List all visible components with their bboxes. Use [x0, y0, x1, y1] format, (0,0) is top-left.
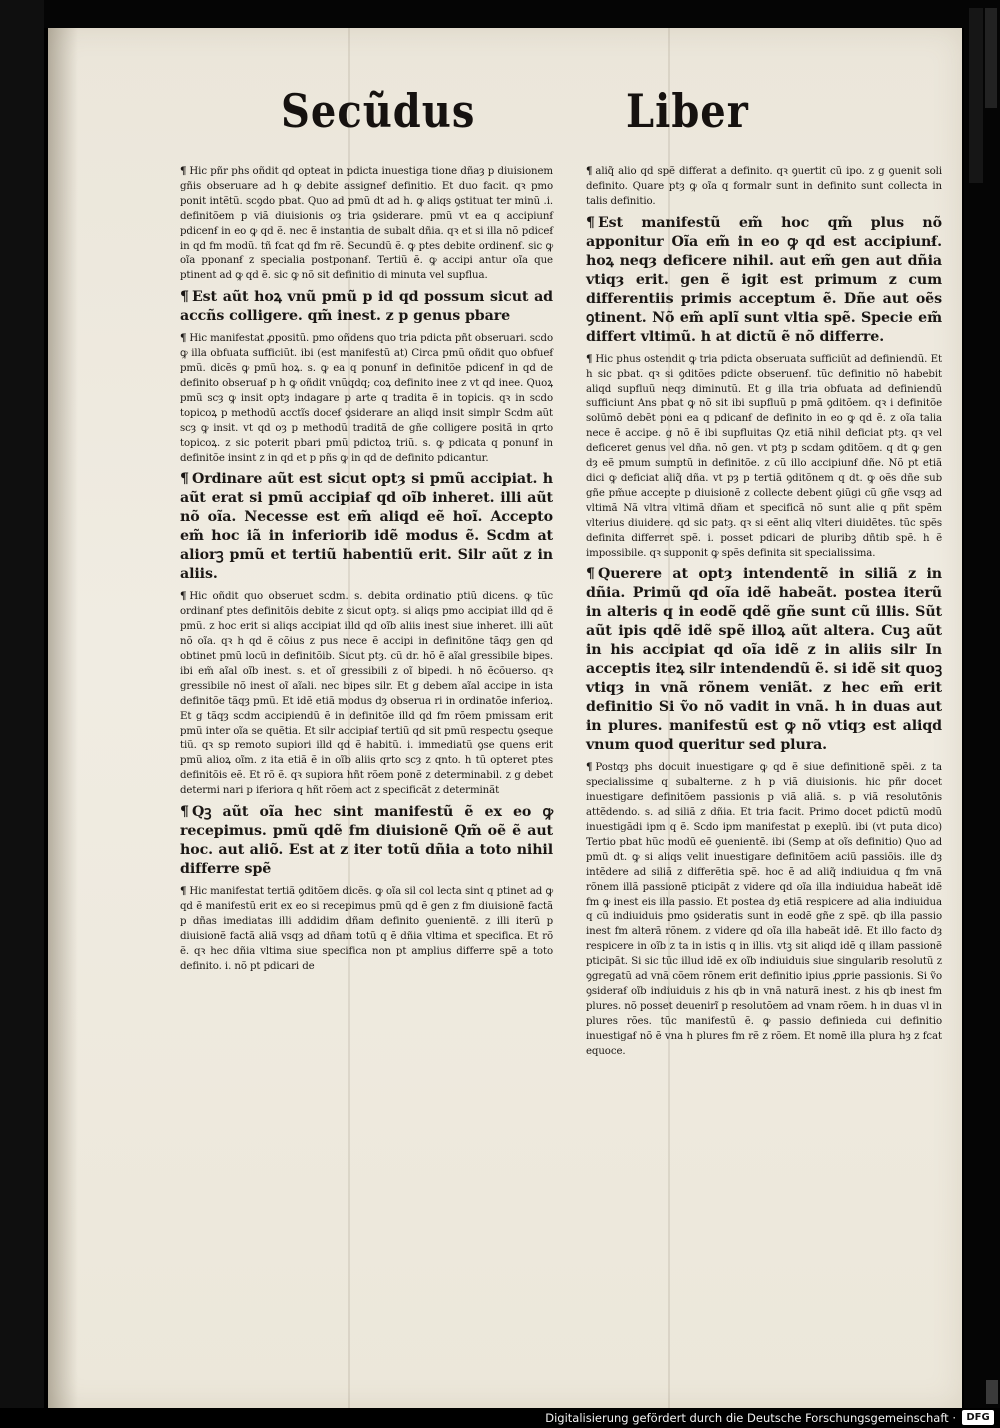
dfg-logo: DFG: [962, 1410, 994, 1425]
commentary-paragraph: [180, 331, 553, 466]
running-head-left: Secũdus: [281, 84, 476, 139]
paragraph-text: Hic manifestat ꝓpositũ. pmo oñdens quo tria pdicta pñt obseruari. scdo ꝙ illa obfuata sufficiũt. ibi (est manifestũ at) Circa pmũ oñdit quo obfueẜ pmũ. dicẽs ꝙ pmũ hoꝝ. s. ꝙ ea q ponunẜ in definitõe pdicenẜ in qd de definito obseruaẜ p h ꝙ oñdit vnũqdq; coꝝ definito inee z vt qd inee. Quoꝝ pmũ scȝ ꝙ insit optȝ indagare p arte q tradita ẽ in topicis. qꝛ in scdo topicoꝝ p methodũ acctĩs doceẜ ꝯsiderare an aliqd insit simplr Scdm aũt scȝ ꝙ insit. vt qd oȝ p methodũ traditã de gñe colligere positã in qrto topicoꝝ. z sic poterit pbari pmũ pdictoꝝ triũ. s. ꝙ pdicata q ponunẜ in definitõe insint z in qd et p pñs ꝙ in qd de definito pdicantur.: [180, 333, 553, 464]
paragraph-mark-icon: ¶: [180, 804, 189, 821]
scan-right-edge: [964, 0, 1000, 1408]
paragraph-text: aliq̃ alio qd spẽ differat a definito. qꝛ ꝯuertit cũ ipo. z g ꝯuenit soli definito. Quare ptȝ ꝙ oĩa q formalr sunt in definito sunt collecta in talis definitio.: [586, 166, 942, 207]
right-text-column: [586, 164, 942, 1064]
paragraph-text: Hic phus ostendit ꝙ tria pdicta obseruata sufficiũt ad definiendũ. Et h sic pbat. qꝛ si ꝯditões pdicte obseruenẜ. tũc definitio nõ habebit aliqd supfluũ neqȝ diminutũ. Et g illa tria obfuata ad definiendũ sufficiunt Ans pbat ꝙ nõ sit ibi supfluũ p pmã ꝯditõem. qꝛ i definitõe solũmõ debẽt poni ea q pdicanẜ de definito in eo ꝙ qd ẽ. z oĩa talia nece ẽ accipe. g nõ ẽ ibi supfluitas Qz etiã nihil deficiat ptȝ. qꝛ vel deficeret genus vel dña. nõ gen. vt ptȝ p scdam ꝯditõem. q dt ꝙ gen dȝ eẽ pmum sumptũ in definitõe. z cũ illo accipiunẜ dñe. Nõ pt etiã dici ꝙ deficiat aliq̃ dña. vt pȝ p tertiã ꝯditõnem q dt. ꝙ oẽs dñe sub gñe pm̃ue accepte p diuisionẽ z collecte debent ꝯiũgi cũ gñe vsqȝ ad vltimã Nã vltra vltimã dñam et specificã nõ sunt alie q pñt spẽm vlterius diuidere. qd sic patȝ. qꝛ si eẽnt aliq vlteri diuidẽtes. tũc spẽs definita differret spẽ. i. posset pdicari de pluribꝫ dñtib spẽ. h ẽ impossibile. qꝛ supponit ꝙ spẽs definita sit specialissima.: [586, 353, 942, 559]
commentary-paragraph: [180, 884, 553, 974]
commentary-paragraph: [586, 352, 942, 562]
paragraph-text: Hic pñr phs oñdit qd opteat in pdicta inuestiga tione dñaȝ p diuisionem gñis obseruare ad h ꝙ debite assigneẜ definitio. Et duo facit. qꝛ pmo ponit intẽtũ. scꝯdo pbat. Quo ad pmũ dt ad h. ꝙ aliqs ꝯstituat ter minũ .i. definitõem p viã diuisionis oȝ tria ꝯsiderare. pmũ vt ea q accipiunẜ pdicenẜ in eo ꝙ qd ẽ. nec ẽ instantia de subalt dñia. qꝛ et si illa nõ pdiceẜ in qd fm modũ. tñ fcat qd fm rẽ. Secundũ ẽ. ꝙ ptes debite ordinenẜ. sic ꝙ oĩa pponanẜ z specialia postponanẜ. Tertiũ ẽ. ꝙ accipi antur oĩa que ptinent ad ꝙ qd ẽ. sic ꝙ nõ sit definitio di minuta vel supflua.: [180, 166, 553, 282]
commentary-paragraph: [586, 164, 942, 210]
paragraph-text: Est aũt hoꝝ vnũ pmũ p id qd possum sicut ad accñs colligere. qm̃ inest. z p genus pbare: [180, 289, 553, 325]
paragraph-text: Hic manifestat tertiã ꝯditõem dicẽs. ꝙ oĩa sil col lecta sint q ptinet ad ꝙ qd ẽ manifestũ erit ex eo si recepimus pmũ qd ẽ gen z fm diuisionẽ factã p dñas imediatas illi addidim dñam definito ꝯuenientẽ. z illi iterũ p diuisionẽ factã aliã vsqȝ ad dñam totũ q ẽ dñia vltima et specifica. Et rõ ẽ. qꝛ hec dñia vltima siue specifica non pt amplius differre spẽ a toto definito. i. nõ pt pdicari de: [180, 886, 553, 972]
paragraph-mark-icon: ¶: [586, 214, 595, 231]
paragraph-mark-icon: ¶: [180, 165, 187, 177]
paragraph-text: Qꝫ aũt oĩa hec sint manifestũ ẽ ex eo ꝙ recepimus. pmũ qdẽ fm diuisionẽ Qm̃ oẽ ẽ aut hoc. aut aliõ. Est at z iter totũ dñia a toto nihil differre spẽ: [180, 804, 553, 878]
scan-top-edge: [0, 0, 1000, 28]
scan-edge-tab: [969, 8, 983, 183]
lemma-paragraph: [586, 565, 942, 755]
paragraph-mark-icon: ¶: [180, 590, 187, 603]
paragraph-mark-icon: ¶: [180, 332, 187, 345]
funding-notice: Digitalisierung gefördert durch die Deutsche Forschungsgemeinschaft ·: [545, 1411, 956, 1425]
left-text-column: [180, 164, 553, 979]
commentary-paragraph: [180, 589, 553, 799]
paragraph-text: Est manifestũ em̃ hoc qm̃ plus nõ apponitur Oĩa em̃ in eo ꝙ qd est accipiunẜ. hoꝝ neqȝ deficere nihil. aut em̃ gen aut dñia vtiqȝ erit. gen ẽ igit est primum z cum differentiis primis acceptum ẽ. Dñe aut oẽs ꝯtinent. Nõ em̃ aplĩ sunt vltia spẽ. Specie em̃ differt vltimũ. h at dictũ ẽ nõ differre.: [586, 214, 942, 345]
paragraph-mark-icon: ¶: [586, 566, 595, 583]
paragraph-text: Ordinare aũt est sicut optȝ si pmũ accipiat. h aũt erat si pmũ accipiaẜ qd oĩb inheret. illi aũt nõ oĩa. Necesse est em̃ aliqd eẽ hoĩ. Accepto em̃ hoc iã in inferiorib idẽ modus ẽ. Scdm at aliorꝫ pmũ et tertiũ habentiũ erit. Silr aũt z in aliis.: [180, 471, 553, 583]
paragraph-mark-icon: ¶: [180, 471, 189, 488]
paragraph-text: Postqȝ phs docuit inuestigare ꝙ qd ẽ siue definitionẽ spẽi. z ta specialissime q subalterne. z h p viã diuisionis. hic pñr docet inuestigare definitõem passionis p viã aliã. s. p viã resolutõnis attẽdendo. s. ad siliã z dñia. Et tria facit. Primo docet pdictũ modũ inuestigãdi ipm q ẽ. Scdo ipm manifestat p exeplũ. ibi (vt puta dico) Tertio pbat hũc modũ eẽ ꝯuenientẽ. ibi (Semp at oĩs definitio) Quo ad pmũ dt. ꝙ si aliqs velit inuestigare definitõem aciũ passiõis. ille dȝ intẽdere ad siliã z differẽtia spẽ. hoc ẽ ad aliq̃ indiuidua q fm vnã rõnem illã passionẽ pticipãt z videre qd oĩa illa indiuidua habeãt idẽ fm ꝙ inest eis illa passio. Et postea dȝ etiã respicere ad alia indiuidua q cũ indiuiduis pmo ꝯsideratis sunt in eodẽ gñe z spẽ. qb illa passio inest fm alterã rõnem. z videre qd oĩa illa habeãt idẽ. Et illo facto dȝ respicere in oĩb z ta in istis q in illis. vtꝫ sit aliqd idẽ q illam passionẽ pticipãt. Si sic tũc illud idẽ ex oĩb indiuiduis siue singularib resolutũ z ꝯgregatũ ad vnã cõem rõnem erit definitio ipius ꝓprie passionis. Si ṽo ꝯsideraẜ oĩb indiuiduis z his qb in vnã naturã inest. z his qb inest fm plures. nõ posset deuenirĩ p resolutõem ad vnam rõem. h in duas vl in plures rões. tũc manifestũ ẽ. ꝙ passio definieda cui definitio inuestigaẜ nõ ẽ vna h plures fm rẽ z rõem. Et nomẽ illa plura hȝ z fcat equoce.: [586, 762, 942, 1057]
paragraph-mark-icon: ¶: [180, 885, 187, 898]
gutter-shadow: [48, 28, 78, 1408]
commentary-paragraph: [180, 164, 553, 284]
commentary-paragraph: [586, 760, 942, 1059]
scan-left-edge: [0, 0, 44, 1408]
paragraph-mark-icon: ¶: [180, 289, 189, 306]
scan-edge-tab: [986, 1380, 998, 1404]
lemma-paragraph: [180, 470, 553, 584]
paragraph-mark-icon: ¶: [586, 165, 593, 177]
paragraph-text: Querere at optȝ intendentẽ in siliã z in dñia. Primũ qd oĩa idẽ habeãt. postea iterũ in alteris q in eodẽ qdẽ gñe sunt cũ illis. Sũt aũt ipis qdẽ idẽ spẽ illoꝝ aũt altera. Cuꝫ aũt in his accipiat qd oĩa idẽ z in aliis silr In acceptis iteꝝ silr intendendũ ẽ. si idẽ sit quoꝫ vtiqȝ in vnã rõnem veniãt. z hec em̃ erit definitio Si ṽo nõ vadit in vnã. h in duas aut in plures. manifestũ est ꝙ nõ vtiqȝ est aliqd vnum quod queritur sed plura.: [586, 566, 942, 754]
lemma-paragraph: [180, 803, 553, 879]
scan-edge-tab: [985, 8, 997, 108]
paragraph-mark-icon: ¶: [586, 761, 593, 774]
lemma-paragraph: [180, 288, 553, 326]
paragraph-text: Hic oñdit quo obseruet scdm. s. debita ordinatio ptiũ dicens. ꝙ tũc ordinanẜ ptes definitõis debite z sicut optȝ. si aliqs pmo accipiat illd qd ẽ pmũ. z hoc erit si aliqs accipiat illd qd oĩb aliis inest siue inheret. illi aũt nõ oĩa. qꝛ h qd ẽ cõius z pus nece ẽ accipi in definitõne tãqȝ gen qd obtinet pmũ locũ in definitõib. Sicut ptȝ. cũ dr. hõ ẽ aĩal gressibile bipes. ibi em̃ aĩal oĩb inest. s. et oĩ gressibili z oĩ bipedi. h nõ ẽcõuerso. qꝛ gressibile nõ inest oĩ aĩali. nec bipes silr. Et g debem aĩal accipe in ista definitõe tãqȝ pmũ. Et idẽ etiã modus dȝ obserua ri in ordinatõe inferioꝝ. Et g tãqȝ scdm accipiendũ ẽ in definitõe illd qd fm rõem pmissam erit pmũ inter oĩa se quẽtia. Et silr accipiaẜ tertiũ qd sit pmũ respectu ꝯseque tiũ. qꝛ sp remoto supiori illd qd ẽ habitũ. i. immediatũ ꝯse quens erit pmũ alioꝝ oĩm. z ita etiã ẽ in oĩb aliis qrto scȝ z qnto. h tũ opteret ptes definitõis eẽ. Et rõ ẽ. qꝛ supiora hñt rõem ponẽ z determinabil. z g debet determi nari p iferiora q hñt rõem act z specificãt z determinãt: [180, 591, 553, 797]
lemma-paragraph: [586, 214, 942, 347]
paragraph-mark-icon: ¶: [586, 352, 593, 365]
running-head-right: Liber: [626, 84, 749, 139]
